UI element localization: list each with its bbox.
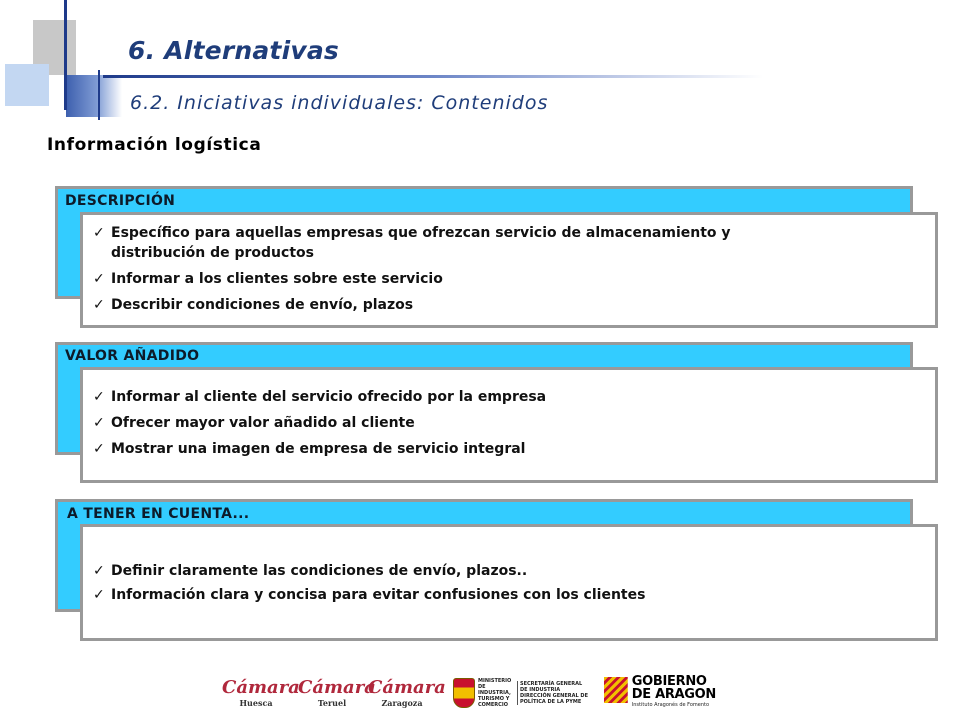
gobierno-subtitle: Instituto Aragonés de Fomento [631, 702, 710, 708]
check-icon: ✓ [93, 225, 105, 241]
camara-zaragoza-logo [368, 677, 446, 708]
header-decor-vertical-line [64, 0, 67, 110]
block-descripcion-content [80, 212, 938, 328]
list-item-text: Información clara y concisa para evitar confusiones con los clientes [111, 587, 646, 603]
list-item-text: Mostrar una imagen de empresa de servicio integral [111, 441, 526, 457]
page-title: 6. Alternativas [128, 36, 339, 65]
camara-logo-city: Zaragoza [381, 698, 423, 708]
page-subtitle: 6.2. Iniciativas individuales: Contenidos [130, 92, 549, 114]
check-icon: ✓ [93, 563, 105, 579]
list-item [91, 439, 927, 459]
check-icon: ✓ [93, 441, 105, 457]
list-item-text: Ofrecer mayor valor añadido al cliente [111, 415, 415, 431]
list-item-text: Describir condiciones de envío, plazos [111, 297, 414, 313]
camara-logo-word: Cámara [222, 677, 300, 698]
check-icon: ✓ [93, 415, 105, 431]
list-item-text: Informar a los clientes sobre este servicio [111, 271, 443, 287]
list-item [91, 295, 927, 315]
aragon-flag-icon [604, 677, 628, 703]
header-decor-lightblue-square [5, 64, 49, 106]
list-item [91, 387, 927, 407]
list-item [91, 223, 927, 263]
ministerio-department: SECRETARÍA GENERAL DE INDUSTRIA DIRECCIÓN GENERAL DE POLÍTICA DE LA PYME [517, 681, 589, 705]
list-item [91, 269, 927, 289]
camara-logo-city: Teruel [317, 698, 347, 708]
list-item [91, 585, 927, 605]
list-item [91, 413, 927, 433]
block-valor-label: VALOR AÑADIDO [65, 348, 200, 364]
header-decor-vertical-line-2 [98, 70, 100, 120]
check-icon: ✓ [93, 297, 105, 313]
list-item-text: Específico para aquellas empresas que ofrezcan servicio de almacenamiento y distribución de productos [111, 225, 731, 261]
list-item [91, 561, 927, 581]
header-decor-blue-gradient [66, 75, 122, 117]
ministerio-logo [453, 676, 593, 710]
camara-logo-city: Huesca [239, 698, 273, 708]
check-icon: ✓ [93, 271, 105, 287]
gobierno-line-2: DE ARAGON [631, 687, 716, 702]
block-descripcion-label: DESCRIPCIÓN [65, 193, 176, 209]
header-decor-horizontal-rule [103, 75, 763, 78]
check-icon: ✓ [93, 389, 105, 405]
block-valor-content [80, 367, 938, 483]
block-tener-content [80, 524, 938, 641]
gobierno-aragon-logo [604, 675, 716, 715]
list-item-text: Definir claramente las condiciones de envío, plazos.. [111, 563, 528, 579]
block-tener-label: A TENER EN CUENTA... [67, 506, 250, 522]
camara-logo-word: Cámara [298, 677, 376, 698]
check-icon: ✓ [93, 587, 105, 603]
camara-huesca-logo [222, 677, 300, 708]
spain-shield-icon [453, 678, 475, 708]
camara-teruel-logo [298, 677, 376, 708]
camara-logo-word: Cámara [368, 677, 446, 698]
list-item-text: Informar al cliente del servicio ofrecido por la empresa [111, 389, 547, 405]
ministerio-name: MINISTERIO DE INDUSTRIA, TURISMO Y COMERCIO [478, 678, 512, 708]
section-heading: Información logística [47, 135, 262, 155]
gobierno-line-1: GOBIERNO [631, 674, 707, 689]
